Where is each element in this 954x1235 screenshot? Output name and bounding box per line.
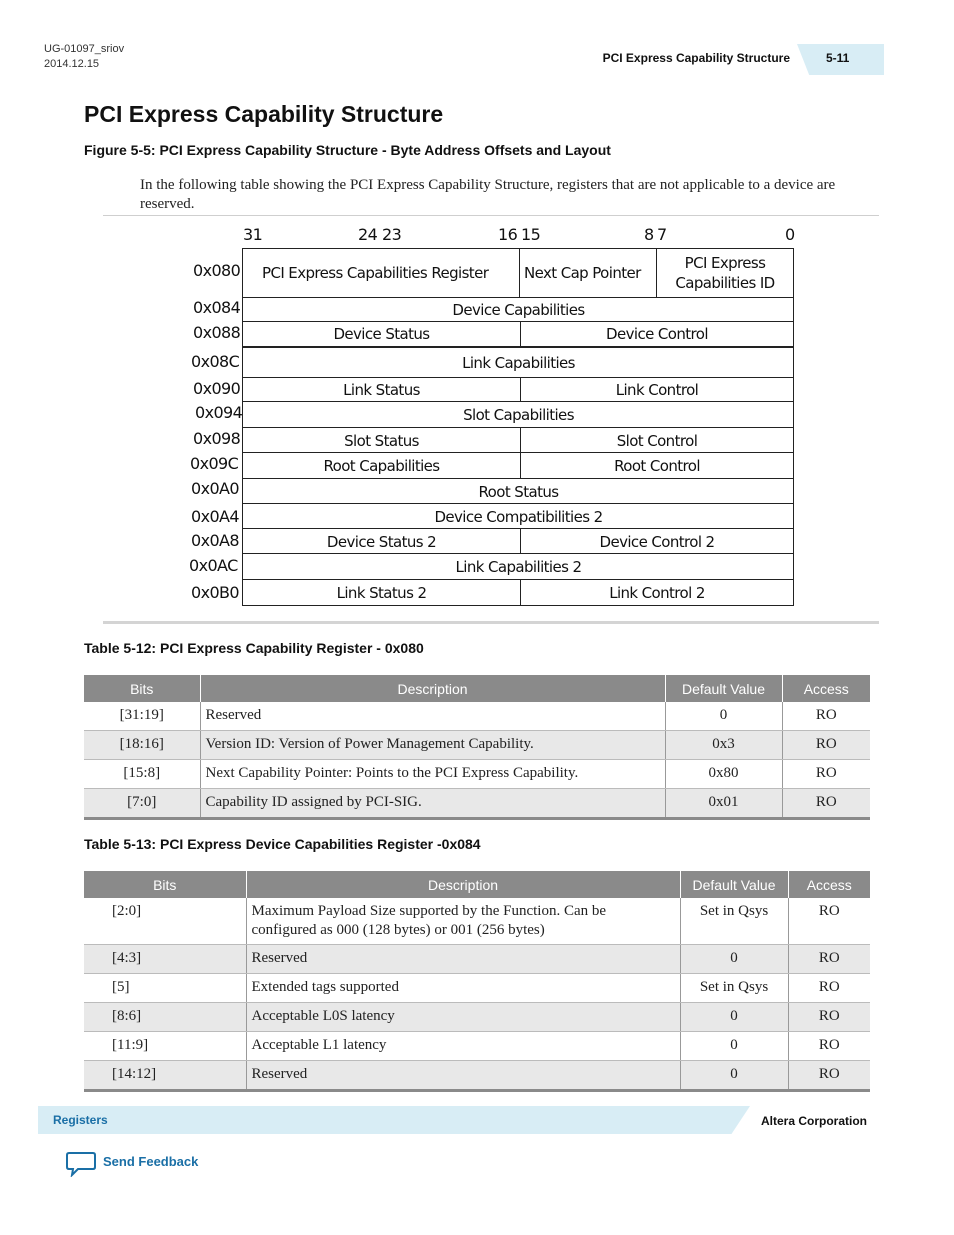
access-cell: RO (788, 1061, 870, 1091)
document-id (44, 42, 124, 72)
doc-date: 2014.12.15 (44, 58, 100, 70)
register-offset: 0x080 (193, 261, 241, 280)
register-offset: 0x084 (193, 298, 241, 317)
description-cell: Extended tags supported (246, 974, 680, 1003)
register-field: Device Compatibilities 2 (434, 507, 603, 526)
register-field: Device Status (333, 325, 430, 343)
register-offset: 0x0A4 (191, 507, 239, 526)
bits-cell: [11:9] (84, 1032, 246, 1061)
bit-position-label: 24 (358, 225, 378, 244)
field-divider (520, 580, 521, 605)
register-field: Root Control (614, 456, 700, 475)
description-cell: Reserved (246, 945, 680, 974)
table-row (84, 974, 870, 1003)
field-divider (520, 529, 521, 554)
access-cell: RO (782, 731, 870, 760)
section-title: PCI Express Capability Structure (84, 101, 444, 127)
bit-position-label: 31 (243, 225, 263, 244)
column-header: Bits (84, 871, 246, 898)
access-cell: RO (788, 974, 870, 1003)
access-cell: RO (782, 760, 870, 789)
register-row (242, 427, 794, 454)
table-row (84, 702, 870, 731)
register-field: Link Control 2 (609, 583, 705, 602)
device-capabilities-table (84, 871, 870, 1092)
register-field: Link Capabilities (462, 353, 575, 372)
register-offset: 0x0AC (189, 556, 238, 575)
field-divider (520, 322, 521, 346)
column-header: Description (246, 871, 680, 898)
table-row (84, 1061, 870, 1091)
column-header: Access (782, 675, 870, 702)
table-row (84, 731, 870, 760)
default-value-cell: Set in Qsys (680, 898, 788, 945)
bit-position-label: 16 (498, 225, 518, 244)
bits-cell: [7:0] (84, 789, 200, 819)
bits-cell: [5] (84, 974, 246, 1003)
register-field: Link Control (615, 381, 699, 399)
access-cell: RO (782, 702, 870, 731)
bits-cell: [18:16] (84, 731, 200, 760)
table-row (84, 1032, 870, 1061)
footer-section-link[interactable]: Registers (53, 1113, 108, 1127)
column-header: Access (788, 871, 870, 898)
field-divider (656, 249, 657, 297)
description-cell: Version ID: Version of Power Management Capability. (200, 731, 665, 760)
column-header: Description (200, 675, 665, 702)
doc-id-text: UG-01097_sriov (44, 43, 125, 55)
register-row (242, 528, 794, 555)
description-cell: Acceptable L0S latency (246, 1003, 680, 1032)
table-caption: Table 5-12: PCI Express Capability Register - 0x080 (84, 640, 424, 656)
column-header: Default Value (665, 675, 782, 702)
divider (103, 621, 879, 624)
field-divider (520, 378, 521, 402)
register-row (242, 248, 794, 298)
intro-paragraph: In the following table showing the PCI Express Capability Structure, registers that are not applicable to a device are reserved. (140, 177, 836, 212)
description-cell: Next Capability Pointer: Points to the PCI Express Capability. (200, 760, 665, 789)
register-row (242, 553, 794, 580)
capability-register-table (84, 675, 870, 820)
field-divider (519, 249, 520, 297)
register-field: Link Status 2 (336, 583, 427, 602)
register-row (242, 452, 794, 479)
bit-position-label: 0 (785, 225, 795, 244)
access-cell: RO (788, 1003, 870, 1032)
default-value-cell: 0x01 (665, 789, 782, 819)
register-row (242, 377, 794, 403)
figure-title: Figure 5-5: PCI Express Capability Structure - Byte Address Offsets and Layout (84, 142, 611, 158)
register-offset: 0x094 (195, 403, 243, 422)
bits-cell: [2:0] (84, 898, 246, 945)
description-cell: Maximum Payload Size supported by the Function. Can be configured as 000 (128 bytes) or 001 (256 bytes) (246, 898, 680, 945)
register-row (242, 579, 794, 606)
register-field: Root Capabilities (323, 456, 440, 475)
default-value-cell: 0x80 (665, 760, 782, 789)
description-cell: Capability ID assigned by PCI-SIG. (200, 789, 665, 819)
register-field: Next Cap Pointer (524, 264, 641, 282)
table-row (84, 1003, 870, 1032)
bit-position-label: 23 (382, 225, 402, 244)
register-field: Root Status (478, 482, 559, 501)
description-cell: Reserved (200, 702, 665, 731)
column-header: Default Value (680, 871, 788, 898)
page-number: 5-11 (826, 51, 850, 65)
bits-cell: [14:12] (84, 1061, 246, 1091)
register-field: Link Status (343, 381, 420, 399)
register-field: Device Control 2 (599, 532, 715, 551)
field-divider (520, 428, 521, 453)
footer-company: Altera Corporation (761, 1114, 868, 1128)
register-field: Slot Status (344, 431, 419, 450)
access-cell: RO (782, 789, 870, 819)
default-value-cell: 0 (680, 945, 788, 974)
default-value-cell: 0x3 (665, 731, 782, 760)
register-field: Device Capabilities (452, 301, 585, 319)
divider (103, 215, 879, 216)
running-header-title: PCI Express Capability Structure (602, 51, 790, 65)
register-offset: 0x098 (193, 429, 241, 448)
default-value-cell: 0 (680, 1003, 788, 1032)
register-row (242, 503, 794, 530)
register-field: Device Control (606, 325, 708, 343)
register-field: PCI Express Capabilities Register (262, 264, 489, 282)
description-cell: Acceptable L1 latency (246, 1032, 680, 1061)
bits-cell: [15:8] (84, 760, 200, 789)
table-row (84, 760, 870, 789)
access-cell: RO (788, 1032, 870, 1061)
bit-position-label: 8 (644, 225, 654, 244)
send-feedback-link[interactable]: Send Feedback (103, 1154, 199, 1169)
register-offset: 0x0B0 (191, 583, 239, 602)
register-row (242, 297, 794, 323)
default-value-cell: 0 (665, 702, 782, 731)
footer-band (38, 1106, 750, 1134)
feedback-icon[interactable] (66, 1151, 96, 1177)
default-value-cell: 0 (680, 1061, 788, 1091)
field-divider (520, 453, 521, 478)
table-caption: Table 5-13: PCI Express Device Capabilities Register -0x084 (84, 836, 481, 852)
table-row (84, 945, 870, 974)
register-field: Device Status 2 (326, 532, 437, 551)
bit-position-label: 15 (521, 225, 541, 244)
register-field: Slot Control (616, 431, 698, 450)
register-offset: 0x08C (191, 352, 240, 371)
register-offset: 0x088 (193, 323, 241, 342)
register-offset: 0x090 (193, 379, 241, 398)
bit-position-label: 7 (657, 225, 667, 244)
register-field: Link Capabilities 2 (455, 557, 582, 576)
bits-cell: [31:19] (84, 702, 200, 731)
bits-cell: [4:3] (84, 945, 246, 974)
column-header: Bits (84, 675, 200, 702)
default-value-cell: Set in Qsys (680, 974, 788, 1003)
access-cell: RO (788, 945, 870, 974)
register-field: Slot Capabilities (463, 405, 574, 424)
register-offset: 0x0A0 (191, 479, 239, 498)
default-value-cell: 0 (680, 1032, 788, 1061)
bits-cell: [8:6] (84, 1003, 246, 1032)
register-offset: 0x0A8 (191, 531, 239, 550)
register-row (242, 401, 794, 428)
register-offset: 0x09C (190, 454, 239, 473)
table-row (84, 898, 870, 945)
table-row (84, 789, 870, 819)
register-field: PCI Express Capabilities ID (675, 254, 775, 292)
access-cell: RO (788, 898, 870, 945)
register-row (242, 478, 794, 505)
register-row (242, 321, 794, 347)
description-cell: Reserved (246, 1061, 680, 1091)
register-row (242, 347, 794, 378)
